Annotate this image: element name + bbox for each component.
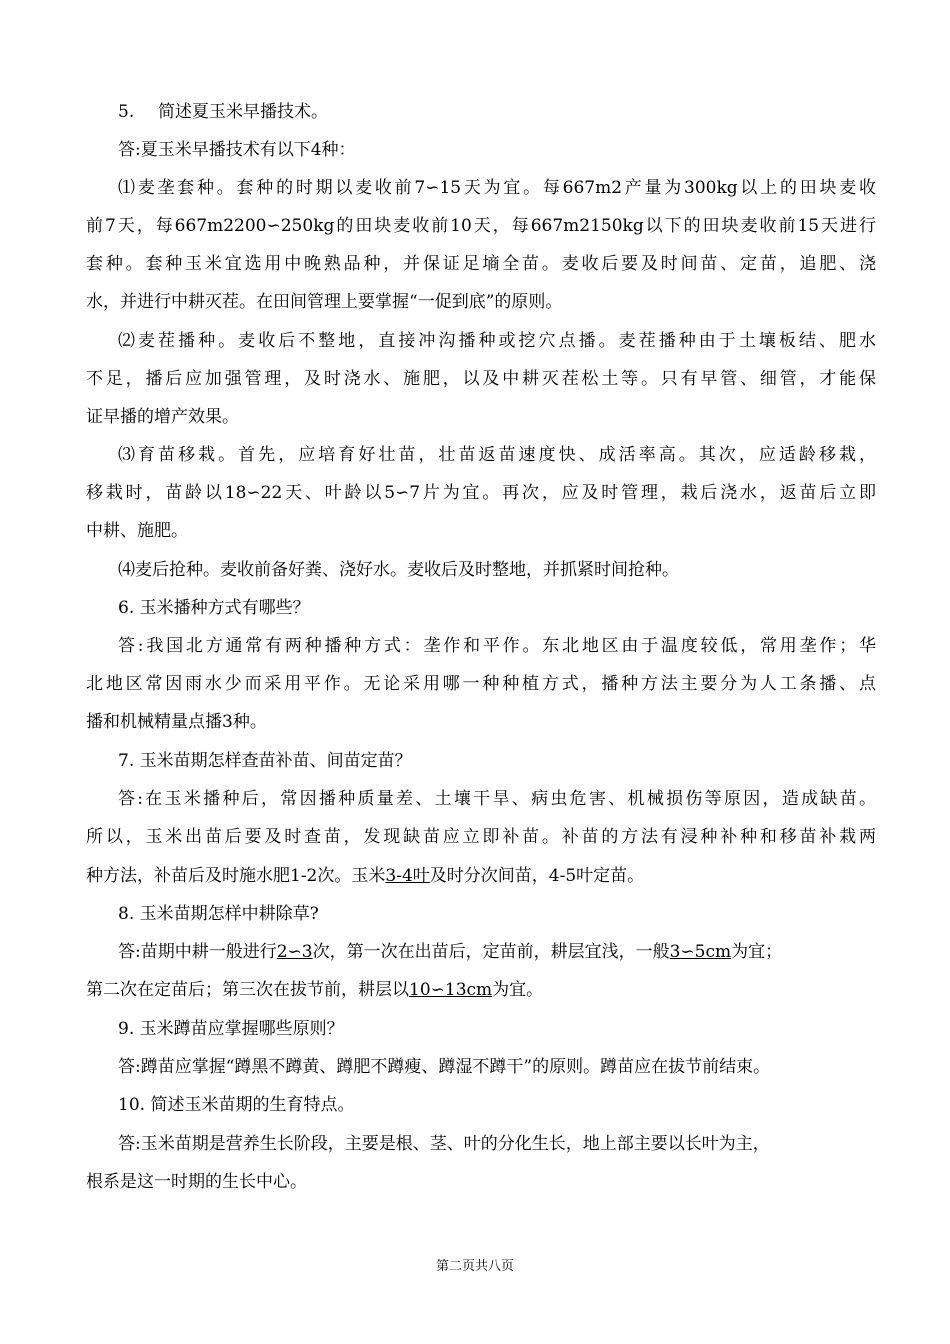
q5-title: 简述夏玉米早播技术。 <box>158 102 328 122</box>
q8-text: 答:苗期中耕一般进行 <box>118 942 277 962</box>
q8-text: 为宜； <box>731 942 783 962</box>
q5-p1-line: 水，并进行中耕灭茬。在田间管理上要掌握“一促到底”的原则。 <box>86 292 563 312</box>
q5-heading <box>118 100 908 124</box>
q5-p3-line: 移栽时，苗龄以18∽22天、叶龄以5∽7片为宜。再次，应及时管理，栽后浇水，返苗后立即 <box>86 483 876 503</box>
q7-text: 种方法，补苗后及时施水肥1-2次。玉米 <box>86 866 386 886</box>
q5-p4-line: ⑷麦后抢种。麦收前备好粪、浇好水。麦收后及时整地，并抓紧时间抢种。 <box>118 560 679 580</box>
q5-answer-intro: 答:夏玉米早播技术有以下4种： <box>118 140 356 160</box>
q9-title: 9. 玉米蹲苗应掌握哪些原则？ <box>118 1019 344 1039</box>
q6-answer-line: 北地区常因雨水少而采用平作。无论采用哪一种种植方式，播种方法主要分为人工条播、点 <box>86 674 876 694</box>
q5-p1-line: 前7天，每667m2200∽250kg的田块麦收前10天，每667m2150kg以下的田块麦收前15天进行 <box>86 216 876 236</box>
q5-p2-line: ⑵麦茬播种。麦收后不整地，直接冲沟播种或挖穴点播。麦茬播种由于土壤板结、肥水 <box>118 331 876 351</box>
q7-answer-line: 答:在玉米播种后，常因播种质量差、土壤干旱、病虫危害、机械损伤等原因，造成缺苗。 <box>118 789 876 809</box>
q5-p2-line: 证早播的增产效果。 <box>86 407 239 427</box>
q8-underlined-value: 10∽13cm <box>409 980 493 1000</box>
q6-title: 6. 玉米播种方式有哪些？ <box>118 598 310 618</box>
q8-answer-line-1 <box>118 940 876 964</box>
q7-title: 7. 玉米苗期怎样查苗补苗、间苗定苗？ <box>118 751 412 771</box>
q8-answer-line-2 <box>86 978 876 1002</box>
q5-p1-line: 套种。套种玉米宜选用中晚熟品种，并保证足墒全苗。麦收后要及时间苗、定苗，追肥、浇 <box>86 254 876 274</box>
q5-p1-line: ⑴麦垄套种。套种的时期以麦收前7∽15天为宜。每667m2产量为300kg以上的田块麦收 <box>118 178 876 198</box>
q6-answer-line: 答:我国北方通常有两种播种方式：垄作和平作。东北地区由于温度较低，常用垄作；华 <box>118 636 876 656</box>
q10-answer-line: 答:玉米苗期是营养生长阶段，主要是根、茎、叶的分化生长，地上部主要以长叶为主， <box>118 1134 770 1154</box>
q5-p3-line: 中耕、施肥。 <box>86 521 188 541</box>
q5-p2-line: 不足，播后应加强管理，及时浇水、施肥，以及中耕灭茬松土等。只有早管、细管，才能保 <box>86 369 876 389</box>
q5-number: 5. <box>118 102 135 122</box>
q10-answer-line: 根系是这一时期的生长中心。 <box>86 1172 307 1192</box>
q8-underlined-value: 2∽3 <box>276 942 313 962</box>
q8-underlined-value: 3∽5cm <box>669 942 732 962</box>
q8-text: 为宜。 <box>492 980 544 1000</box>
page-footer: 第二页共八页 <box>435 1259 514 1274</box>
q9-answer-line: 答:蹲苗应掌握“蹲黑不蹲黄、蹲肥不蹲瘦、蹲湿不蹲干”的原则。蹲苗应在拔节前结束。 <box>118 1057 771 1077</box>
q7-text: 及时分次间苗，4-5叶定苗。 <box>429 866 645 886</box>
q8-text: 第二次在定苗后；第三次在拔节前，耕层以 <box>86 980 409 1000</box>
q8-text: 次，第一次在出苗后，定苗前，耕层宜浅，一般 <box>312 942 670 962</box>
q5-p3-line: ⑶育苗移栽。首先，应培育好壮苗，壮苗返苗速度快、成活率高。其次，应适龄移栽， <box>118 445 876 465</box>
q8-title: 8. 玉米苗期怎样中耕除草? <box>118 904 319 924</box>
q10-title: 10. 简述玉米苗期的生育特点。 <box>118 1095 355 1115</box>
q6-answer-line: 播和机械精量点播3种。 <box>86 712 267 732</box>
q7-answer-line: 所以，玉米出苗后要及时查苗，发现缺苗应立即补苗。补苗的方法有浸种补种和移苗补栽两 <box>86 827 876 847</box>
q7-answer-last-line <box>86 864 876 888</box>
q7-underlined-value: 3-4叶 <box>385 866 430 886</box>
